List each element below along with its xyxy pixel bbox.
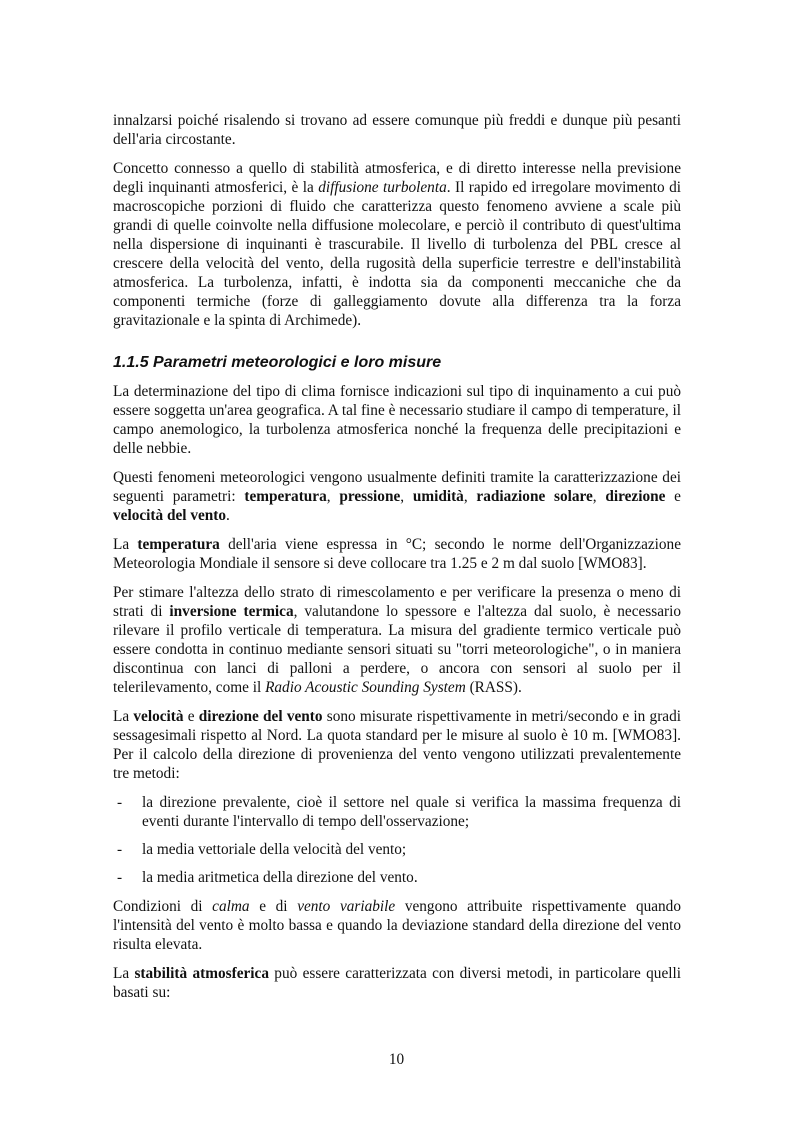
term: umidità: [412, 488, 464, 505]
page-number: 10: [388, 1051, 405, 1068]
term: temperatura: [137, 536, 220, 553]
emphasis: diffusione turbolenta: [318, 179, 447, 196]
term: radiazione solare: [476, 488, 593, 505]
document-body: [113, 111, 681, 1012]
paragraph: La temperatura dell'aria viene espressa in °C; secondo le norme dell'Organizzazione Meteorologia Mondiale il sensore si deve collocare tra 1.25 e 2 m dal suolo [WMO83].: [113, 536, 681, 572]
term: velocità del vento: [113, 507, 227, 524]
dash-bullet: -: [117, 794, 123, 811]
methods-list: [113, 793, 681, 887]
emphasis: Radio Acoustic Sounding System: [265, 679, 466, 696]
term: inversione termica: [169, 603, 294, 620]
term: direzione del vento: [198, 708, 323, 725]
term: direzione: [605, 488, 666, 505]
paragraph: Questi fenomeni meteorologici vengono usualmente definiti tramite la caratterizzazione dei seguenti parametri: temperatura, pressione, umidità, radiazione solare, direzione e velocità del vento.: [113, 469, 681, 524]
term: velocità: [133, 708, 184, 725]
list-item: - la media vettoriale della velocità del vento;: [117, 841, 407, 858]
paragraph: Concetto connesso a quello di stabilità atmosferica, e di diretto interesse nella previsione degli inquinanti atmosferici, è la diffusione turbolenta. Il rapido ed irregolare movimento di macroscopiche porzioni di fluido che caratterizza questo fenomeno avviene a scale più grandi di quelle coinvolte nella diffusione molecolare, e perciò il contributo di quest'ultima nella dispersione di inquinanti è trascurabile. Il livello di turbolenza del PBL cresce al crescere della velocità del vento, della rugosità della superficie terrestre e dell'instabilità atmosferica. La turbolenza, infatti, è indotta sia da componenti meccaniche che da componenti termiche (forze di galleggiamento dovute alla differenza tra la forza gravitazionale e la spinta di Archimede).: [113, 160, 681, 329]
term: pressione: [339, 488, 401, 505]
emphasis: calma: [212, 898, 250, 915]
list-item: - la direzione prevalente, cioè il settore nel quale si verifica la massima frequenza di eventi durante l'intervallo di tempo dell'osservazione;: [117, 794, 681, 830]
paragraph: La determinazione del tipo di clima fornisce indicazioni sul tipo di inquinamento a cui può essere soggetta un'area geografica. A tal fine è necessario studiare il campo di temperature, il campo anemologico, la turbolenza atmosferica nonché la frequenza delle precipitazioni e delle nebbie.: [113, 383, 681, 457]
paragraph: innalzarsi poiché risalendo si trovano ad essere comunque più freddi e dunque più pesanti dell'aria circostante.: [113, 112, 681, 148]
list-item: - la media aritmetica della direzione del vento.: [117, 869, 418, 886]
paragraph: La stabilità atmosferica può essere caratterizzata con diversi metodi, in particolare quelli basati su:: [113, 965, 681, 1001]
paragraph: Condizioni di calma e di vento variabile vengono attribuite rispettivamente quando l'intensità del vento è molto bassa e quando la deviazione standard della direzione del vento risulta elevata.: [113, 898, 681, 953]
term: stabilità atmosferica: [134, 965, 269, 982]
emphasis: vento variabile: [297, 898, 396, 915]
section-heading: 1.1.5 Parametri meteorologici e loro misure: [113, 354, 442, 371]
term: temperatura: [244, 488, 327, 505]
paragraph: Per stimare l'altezza dello strato di rimescolamento e per verificare la presenza o meno di strati di inversione termica, valutandone lo spessore e l'altezza dal suolo, è necessario rilevare il profilo verticale di temperatura. La misura del gradiente termico verticale può essere condotta in continuo mediante sensori situati su "torri meteorologiche", o in maniera discontinua con lanci di palloni a perdere, o ancora con sensori al suolo per il telerilevamento, come il Radio Acoustic Sounding System (RASS).: [113, 584, 681, 696]
dash-bullet: -: [117, 841, 123, 858]
paragraph: La velocità e direzione del vento sono misurate rispettivamente in metri/secondo e in gradi sessagesimali rispetto al Nord. La quota standard per le misure al suolo è 10 m. [WMO83]. Per il calcolo della direzione di provenienza del vento vengono utilizzati prevalentemente tre metodi:: [113, 708, 681, 782]
dash-bullet: -: [117, 869, 123, 886]
